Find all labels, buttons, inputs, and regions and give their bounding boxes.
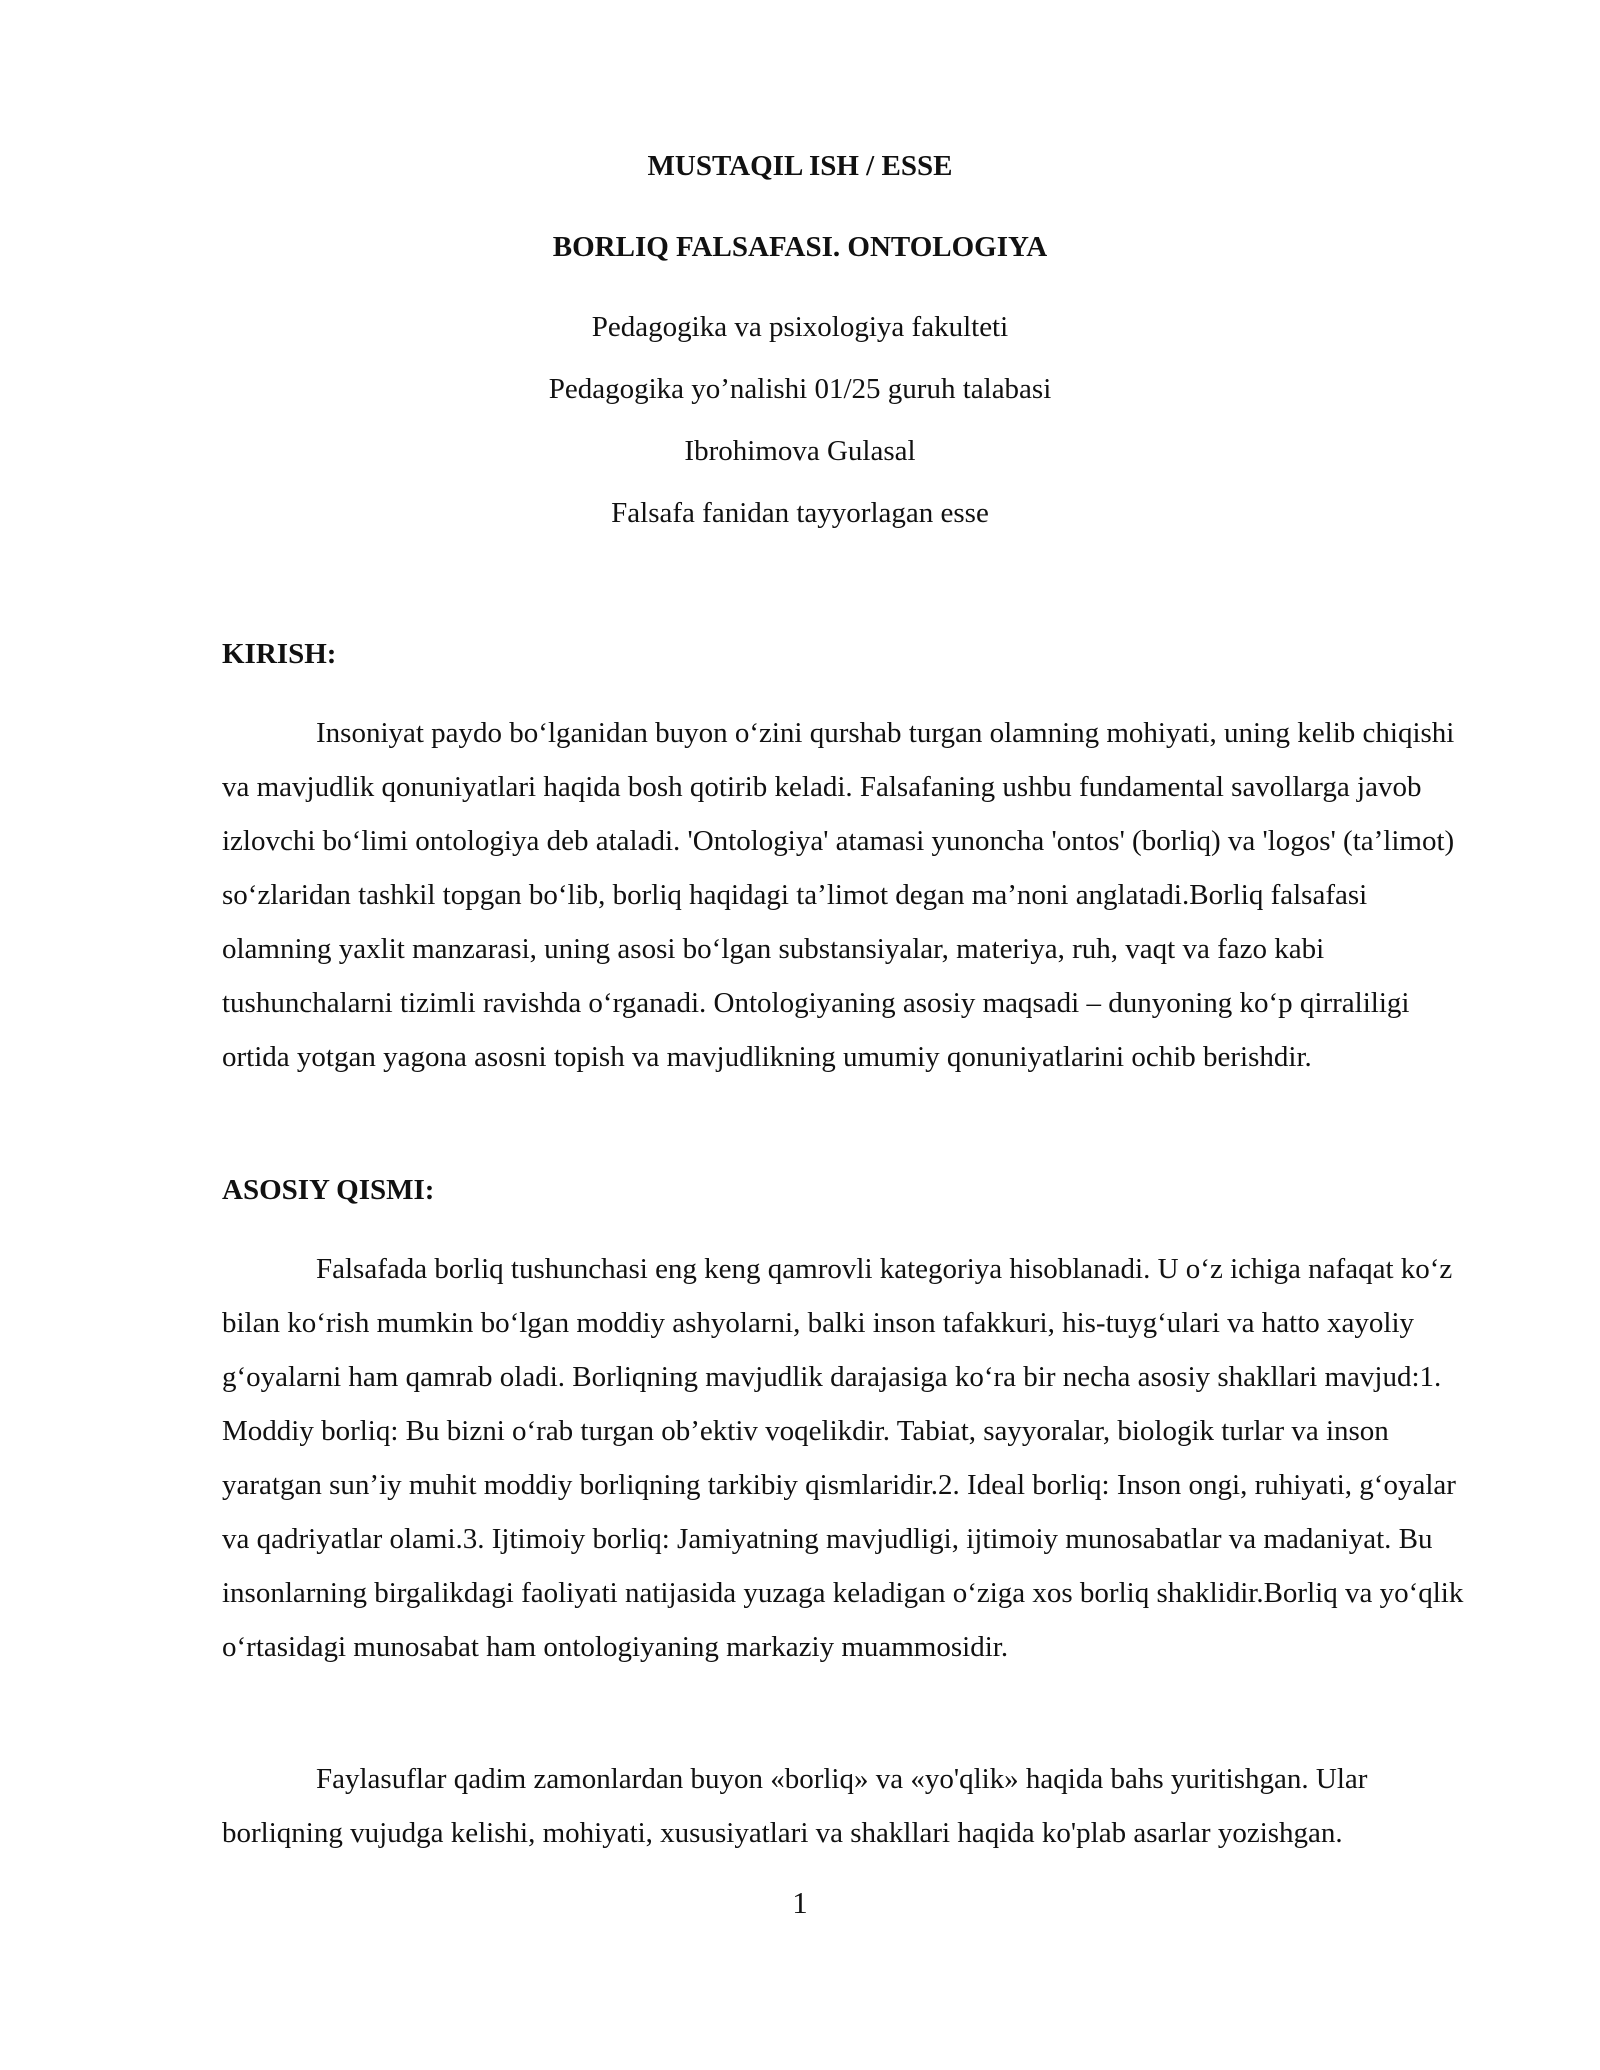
- main-heading: ASOSIY QISMI:: [222, 1174, 435, 1206]
- main-paragraph-2: Faylasuflar qadim zamonlardan buyon «borliq» va «yo'qlik» haqida bahs yuritishgan. Ular borliqning vujudga kelishi, mohiyati, xususiyatlari va shakllari haqida ko'plab asarlar yozishgan.: [222, 1763, 1368, 1849]
- main-paragraph-1: Falsafada borliq tushunchasi eng keng qamrovli kategoriya hisoblanadi. U oʻz ichiga nafaqat koʻz bilan koʻrish mumkin boʻlgan moddiy ashyolarni, balki inson tafakkuri, his-tuygʻulari va hatto xayoliy gʻoyalarni ham qamrab oladi. Borliqning mavjudlik darajasiga koʻra bir necha asosiy shakllari mavjud:1. Moddiy borliq: Bu bizni oʻrab turgan ob’ektiv voqelikdir. Tabiat, sayyoralar, biologik turlar va inson yaratgan sun’iy muhit moddiy borliqning tarkibiy qismlaridir.2. Ideal borliq: Inson ongi, ruhiyati, gʻoyalar va qadriyatlar olami.3. Ijtimoiy borliq: Jamiyatning mavjudligi, ijtimoiy munosabatlar va madaniyat. Bu insonlarning birgalikdagi faoliyati natijasida yuzaga keladigan oʻziga xos borliq shaklidir.Borliq va yoʻqlik oʻrtasidagi munosabat ham ontologiyaning markaziy muammosidir.: [222, 1253, 1464, 1663]
- document-title-line-2: BORLIQ FALSAFASI. ONTOLOGIYA: [552, 231, 1048, 263]
- group-line: Pedagogika yo’nalishi 01/25 guruh talabasi: [548, 373, 1052, 405]
- subject-line: Falsafa fanidan tayyorlagan esse: [611, 497, 989, 529]
- faculty-line: Pedagogika va psixologiya fakulteti: [591, 311, 1009, 343]
- document-title-line-1: MUSTAQIL ISH / ESSE: [647, 150, 953, 182]
- intro-paragraph: Insoniyat paydo boʻlganidan buyon oʻzini qurshab turgan olamning mohiyati, uning kelib chiqishi va mavjudlik qonuniyatlari haqida bosh qotirib keladi. Falsafaning ushbu fundamental savollarga javob izlovchi boʻlimi ontologiya deb ataladi. 'Ontologiya' atamasi yunoncha 'ontos' (borliq) va 'logos' (ta’limot) soʻzlaridan tashkil topgan boʻlib, borliq haqidagi ta’limot degan ma’noni anglatadi.Borliq falsafasi olamning yaxlit manzarasi, uning asosi boʻlgan substansiyalar, materiya, ruh, vaqt va fazo kabi tushunchalarni tizimli ravishda oʻrganadi. Ontologiyaning asosiy maqsadi – dunyoning koʻp qirraliligi ortida yotgan yagona asosni topish va mavjudlikning umumiy qonuniyatlarini ochib berishdir.: [222, 717, 1455, 1073]
- page-number: 1: [792, 1885, 808, 1920]
- intro-heading: KIRISH:: [222, 638, 337, 670]
- author-line: Ibrohimova Gulasal: [684, 435, 916, 467]
